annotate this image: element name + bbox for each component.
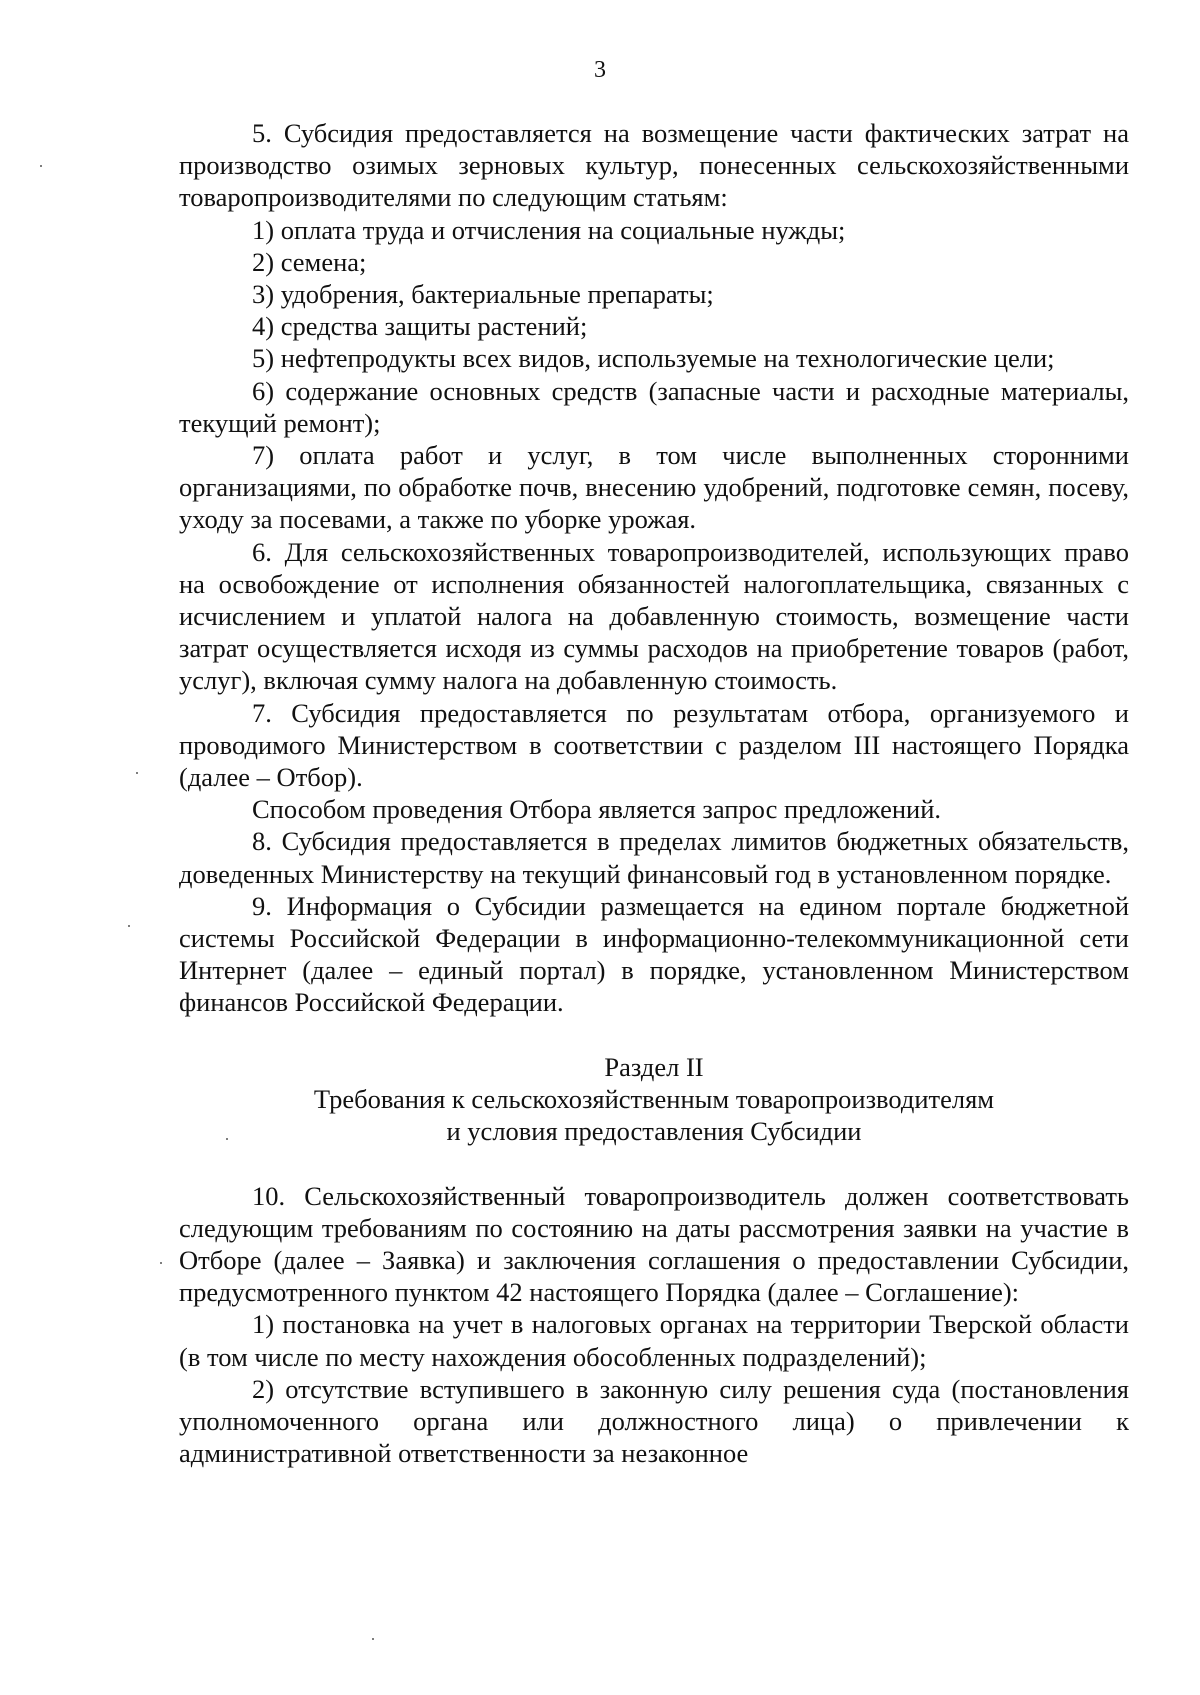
- list-item-1: 1) оплата труда и отчисления на социальные нужды;: [252, 214, 846, 245]
- list-item-6: 6) содержание основных средств (запасные части и расходные материалы, текущий ремонт);: [179, 375, 1129, 438]
- scan-speck: [160, 1262, 162, 1264]
- scan-speck: [226, 1138, 228, 1140]
- paragraph-8: 8. Субсидия предоставляется в пределах лимитов бюджетных обязательств, доведенных Министерству на текущий финансовый год в установленном порядке.: [179, 826, 1129, 889]
- section-spacer-bottom: [179, 1147, 1129, 1179]
- section-spacer-top: [179, 1019, 1129, 1051]
- paragraph-9: 9. Информация о Субсидии размещается на едином портале бюджетной системы Российской Федерации в информационно-телекоммуникационной сети Интернет (далее – единый портал) в порядке, установленном Министерством финансов Российской Федерации.: [179, 890, 1129, 1018]
- list-item-7: 7) оплата работ и услуг, в том числе выполненных сторонними организациями, по обработке почв, внесению удобрений, подготовке семян, посеву, уходу за посевами, а также по уборке урожая.: [179, 440, 1129, 535]
- requirement-item-2: 2) отсутствие вступившего в законную силу решения суда (постановления уполномоченного органа или должностного лица) о привлечении к административной ответственности за незаконное: [179, 1373, 1129, 1469]
- paragraph-10: 10. Сельскохозяйственный товаропроизводитель должен соответствовать следующим требованиям по состоянию на даты рассмотрения заявки на участие в Отборе (далее – Заявка) и заключения соглашения о предоставлении Субсидии, предусмотренного пунктом 42 настоящего Порядка (далее – Соглашение):: [179, 1180, 1129, 1308]
- requirement-item-1: 1) постановка на учет в налоговых органах на территории Тверской области (в том числе по месту нахождения обособленных подразделений);: [179, 1309, 1129, 1372]
- scan-speck: [136, 772, 138, 774]
- paragraph-7-selection-method: Способом проведения Отбора является запрос предложений.: [252, 794, 942, 825]
- section-title-line-1: Требования к сельскохозяйственным товаропроизводителям: [313, 1084, 995, 1115]
- list-item-2: 2) семена;: [252, 246, 367, 277]
- scan-speck: [40, 165, 42, 167]
- page-number: 3: [594, 57, 606, 83]
- section-title-line-2: и условия предоставления Субсидии: [446, 1116, 862, 1147]
- list-item-5: 5) нефтепродукты всех видов, используемые на технологические цели;: [252, 343, 1055, 374]
- scan-speck: [372, 1638, 374, 1640]
- document-body: [179, 117, 1129, 1470]
- paragraph-5: 5. Субсидия предоставляется на возмещение части фактических затрат на производство озимых зерновых культур, понесенных сельскохозяйственными товаропроизводителями по следующим статьям:: [179, 118, 1129, 213]
- section-label: Раздел II: [604, 1051, 704, 1082]
- paragraph-7: 7. Субсидия предоставляется по результатам отбора, организуемого и проводимого Министерством в соответствии с разделом III настоящего Порядка (далее – Отбор).: [179, 697, 1129, 793]
- paragraph-6: 6. Для сельскохозяйственных товаропроизводителей, использующих право на освобождение от исполнения обязанностей налогоплательщика, связанных с исчислением и уплатой налога на добавленную стоимость, возмещение части затрат осуществляется исходя из суммы расходов на приобретение товаров (работ, услуг), включая сумму налога на добавленную стоимость.: [179, 536, 1129, 696]
- list-item-4: 4) средства защиты растений;: [252, 311, 588, 342]
- list-item-3: 3) удобрения, бактериальные препараты;: [252, 279, 714, 310]
- scan-speck: [128, 925, 130, 927]
